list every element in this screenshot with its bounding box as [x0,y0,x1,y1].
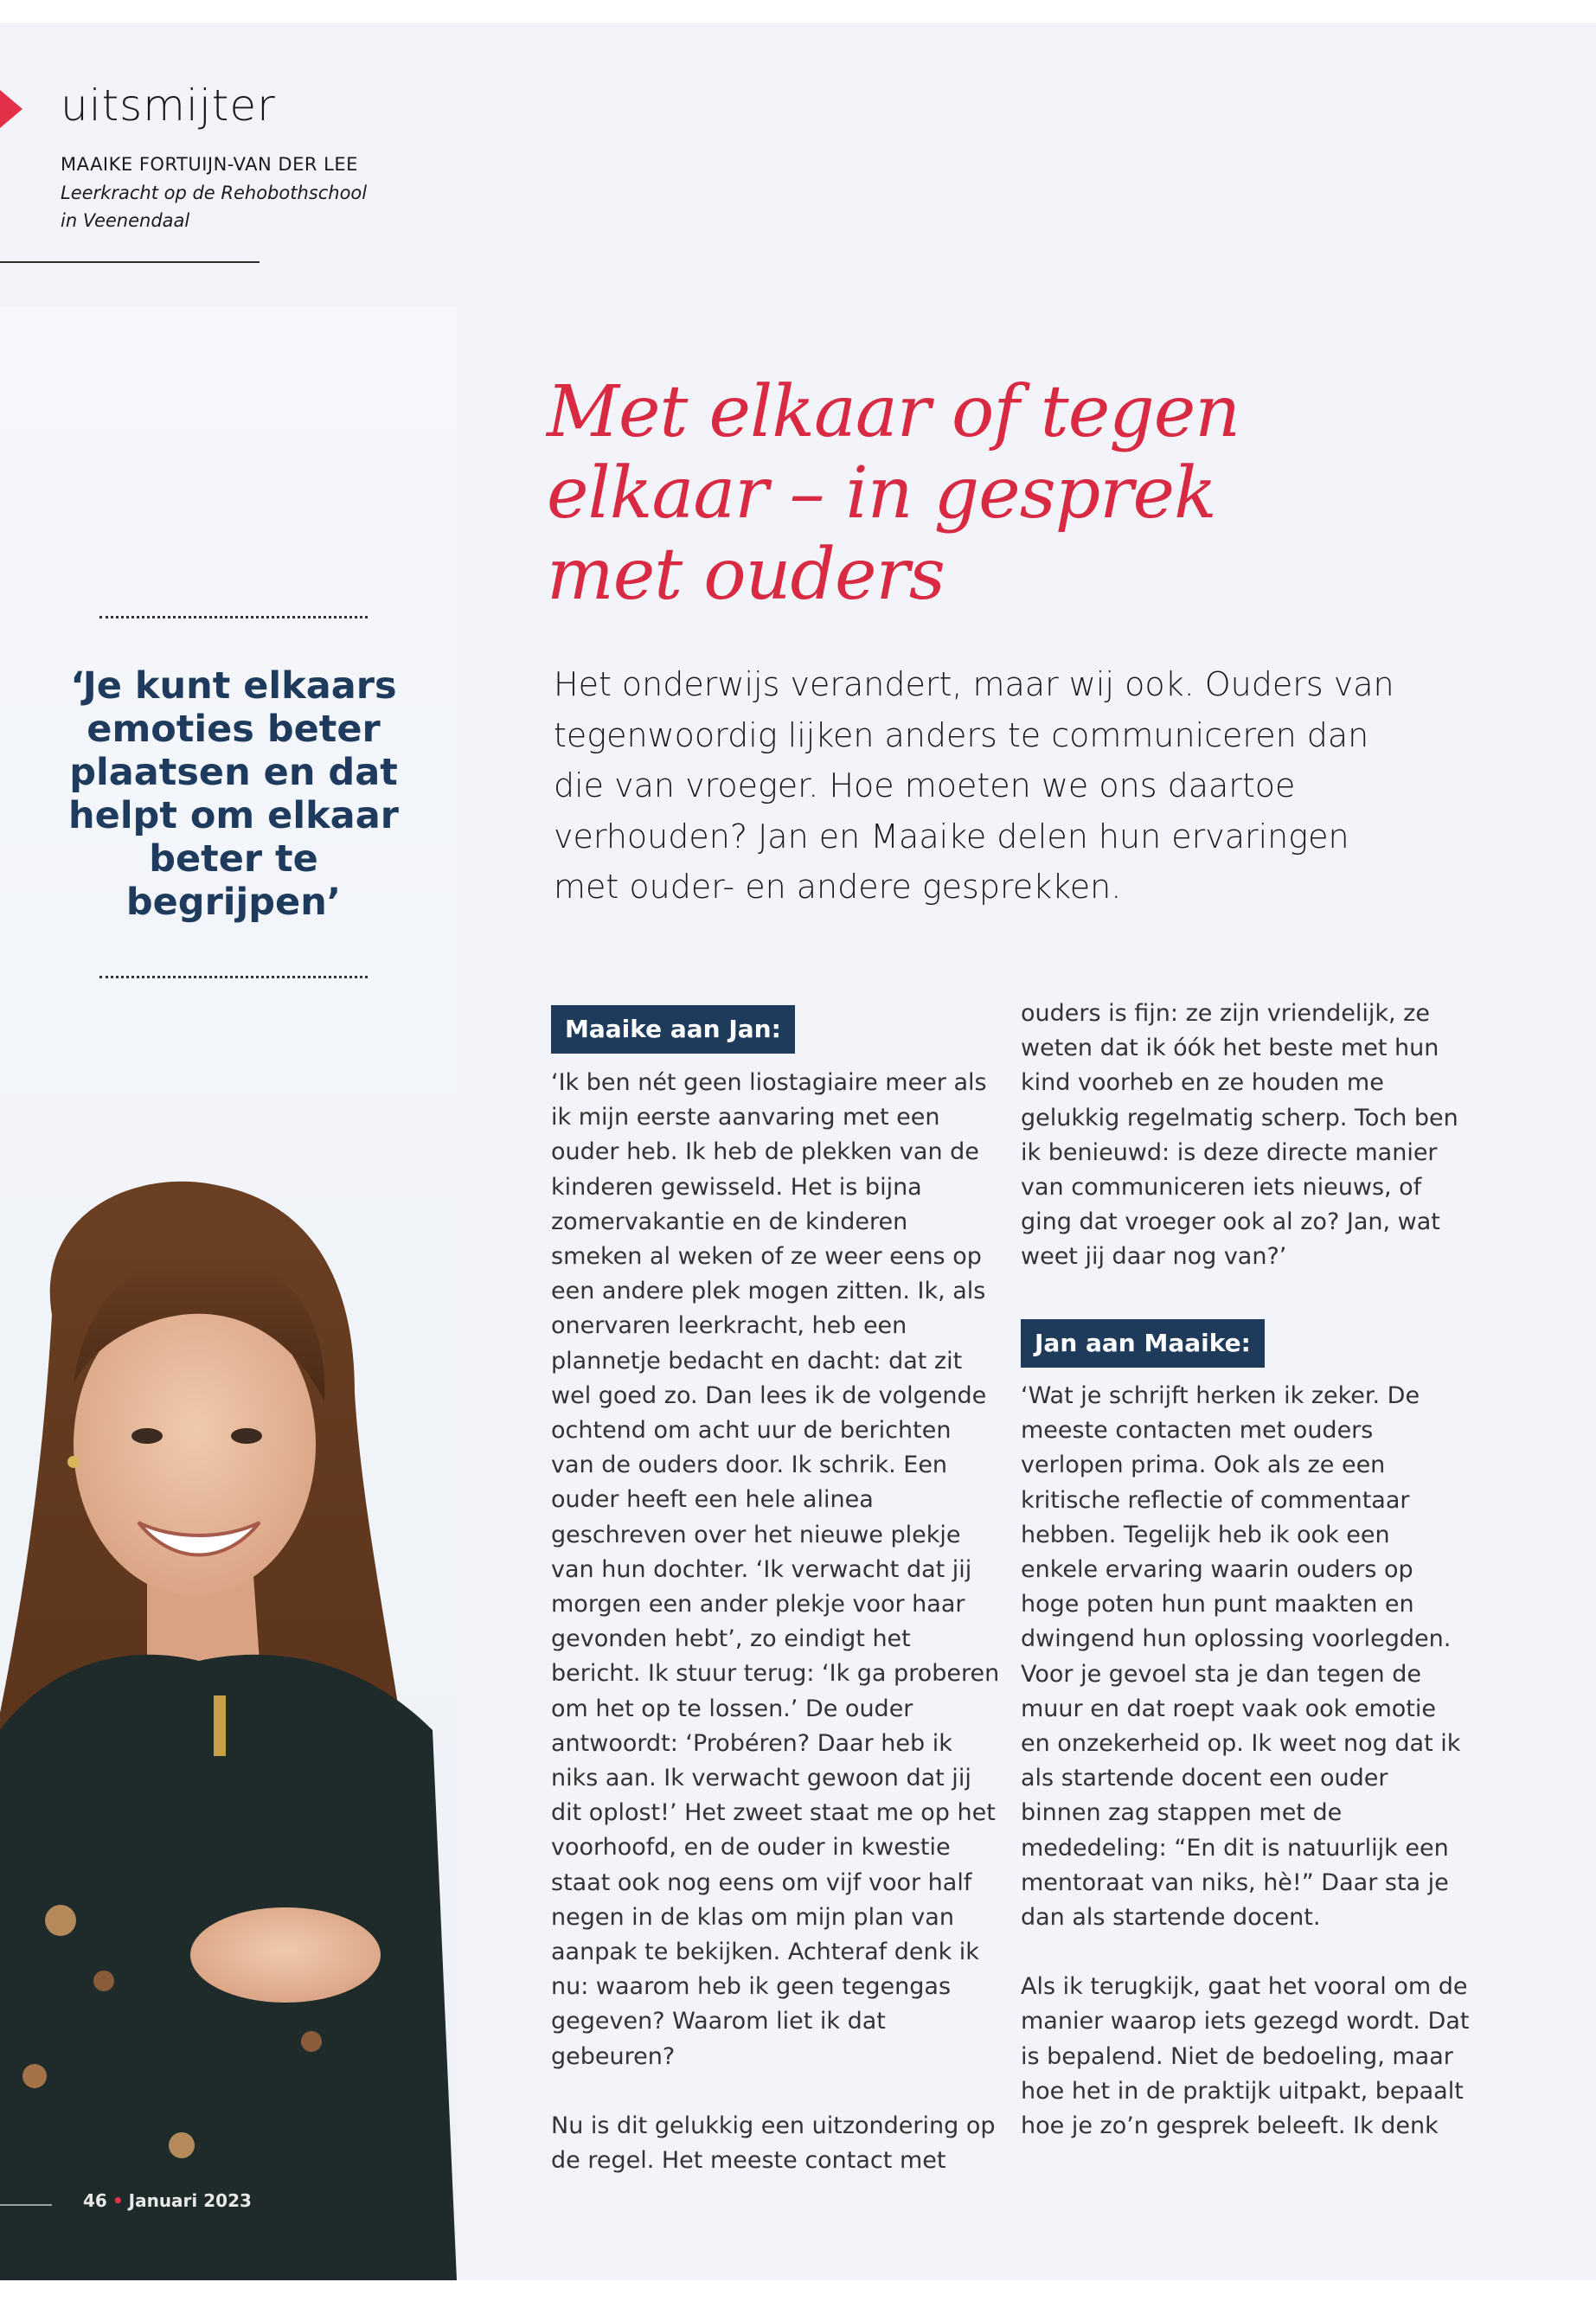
article-intro: Het onderwijs verandert, maar wij ook. Ouders van tegenwoordig lijken anders te communiceren dan die van vroeger. Hoe moeten we ons daartoe verhouden? Jan en Maaike delen hun ervaringen met ouder- en andere gesprekken. [554,665,1394,906]
body-paragraph: Nu is dit gelukkig een uitzondering op de regel. Het meeste contact met [551,2112,996,2175]
section-title: uitsmijter [61,80,276,131]
portrait-illustration [0,1176,457,2280]
header-divider [0,261,260,263]
footer-divider [0,2204,52,2206]
body-paragraph: Als ik terugkijk, gaat het vooral om de manier waarop iets gezegd wordt. Dat is bepalend. Niet de bedoeling, maar hoe het in de praktijk uitpakt, bepaalt hoe je zo’n gesprek beleeft. Ik denk [1021,1973,1470,2140]
issue-date: Januari 2023 [128,2190,252,2211]
headline-line: elkaar – in gesprek [547,452,1216,535]
body-column-right-top [1021,997,1471,1275]
section-marker-icon [0,90,22,128]
author-role-line: Leerkracht op de Rehobothschool [61,183,368,203]
body-paragraph: ‘Ik ben nét geen liostagiaire meer als ik mijn eerste aanvaring met een ouder heb. Ik heb de plekken van de kinderen gewisseld. Het is bijna zomervakantie en de kinderen smeken al weken of ze weer eens op een andere plek mogen zitten. Ik, als onervaren leerkracht, heb een plannetje bedacht en dacht: dat zit wel goed zo. Dan lees ik de volgende ochtend om acht uur de berichten van de ouders door. Ik schrik. Een ouder heeft een hele alinea geschreven over het nieuwe plekje van hun dochter. ‘Ik verwacht dat jij morgen een ander plekje voor haar gevonden hebt’, zo eindigt het bericht. Ik stuur terug: ‘Ik ga proberen om het op te lossen.’ De ouder antwoordt: ‘Probéren? Daar heb ik niks aan. Ik verwacht gewoon dat jij dit oplost!’ Het zweet staat me op het voorhoofd, en de ouder in kwestie staat ook nog eens om vijf voor half negen in de klas om mijn plan van aanpak te bekijken. Achteraf denk ik nu: waarom heb ik geen tegengas gegeven? Waarom liet ik dat gebeuren? [551,1069,1000,2070]
pull-quote: ‘Je kunt elkaars emoties beter plaatsen en dat helpt om elkaar beter te begrijpen’ [68,664,399,924]
headline-line: met ouders [547,534,945,616]
author-role [61,179,407,234]
headline-line: Met elkaar of tegen [547,371,1240,453]
author-name: MAAIKE FORTUIJN-VAN DER LEE [61,154,358,175]
page-number: 46 [83,2190,107,2211]
body-column-left [551,1066,1001,2178]
jan-letter-label: Jan aan Maaike: [1021,1319,1265,1368]
pull-quote-divider-bottom [99,976,368,978]
page-footer [83,2190,252,2211]
article-headline [547,372,1325,616]
body-paragraph: ouders is fijn: ze zijn vriendelijk, ze weten dat ik óók het beste met hun kind voorheb en ze houden me gelukkig regelmatig scherp. Toch ben ik benieuwd: is deze directe manier van communiceren iets nieuws, of ging dat vroeger ook al zo? Jan, wat weet jij daar nog van?’ [1021,1000,1458,1271]
author-role-line: in Veenendaal [61,210,190,231]
author-portrait-photo [0,1176,457,2280]
body-column-right-bottom [1021,1379,1471,2144]
maaike-letter-label: Maaike aan Jan: [551,1005,795,1054]
footer-separator-icon: • [112,2190,124,2211]
body-paragraph: ‘Wat je schrijft herken ik zeker. De meeste contacten met ouders verlopen prima. Ook als ze een kritische reflectie of commentaar hebben. Tegelijk heb ik ook een enkele ervaring waarin ouders op hoge poten hun punt maakten en dwingend hun oplossing voorlegden. Voor je gevoel sta je dan tegen de muur en dat roept vaak ook emotie en onzekerheid op. Ik weet nog dat ik als startende docent een ouder binnen zag stappen met de mededeling: “En dit is natuurlijk een mentoraat van niks, hè!” Daar sta je dan als startende docent. [1021,1382,1461,1932]
pull-quote-divider-top [99,616,368,619]
